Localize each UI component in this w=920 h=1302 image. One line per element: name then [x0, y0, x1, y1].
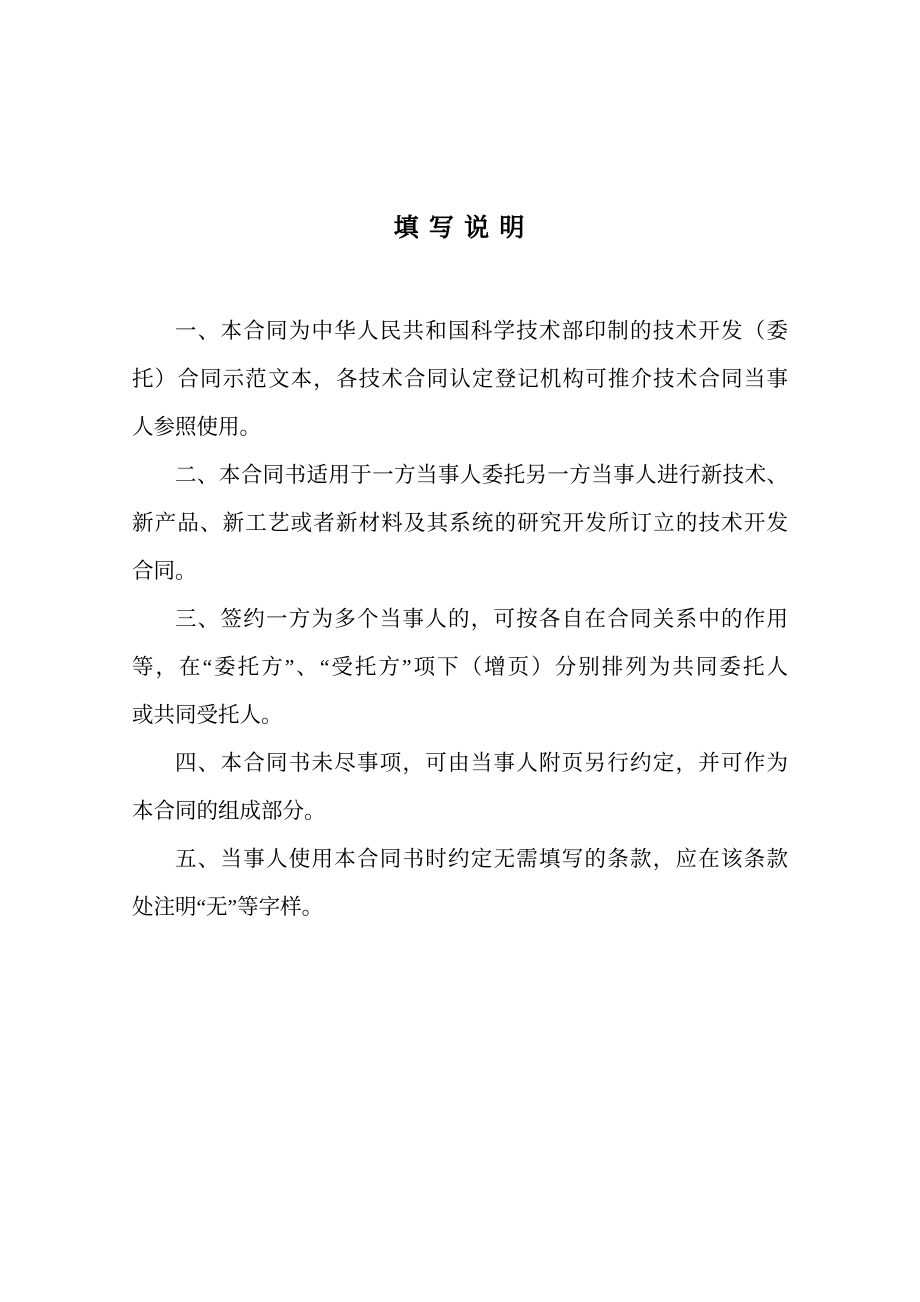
instruction-paragraph-2: [132, 451, 788, 595]
text-line: 等，在“委托方”、“受托方”项下（增页）分别排列为共同委托人: [132, 655, 788, 679]
instruction-paragraph-1: [132, 307, 788, 451]
text-line: 三、签约一方为多个当事人的，可按各自在合同关系中的作用: [175, 607, 788, 631]
text-line: 或共同受托人。: [132, 703, 283, 727]
text-line: 五、当事人使用本合同书时约定无需填写的条款，应在该条款: [175, 847, 788, 871]
text-line: 托）合同示范文本，各技术合同认定登记机构可推介技术合同当事: [132, 367, 788, 391]
instruction-paragraph-3: [132, 595, 788, 739]
text-line: 二、本合同书适用于一方当事人委托另一方当事人进行新技术、: [175, 463, 788, 487]
instruction-paragraph-4: [132, 739, 788, 835]
document-body: [132, 307, 788, 931]
text-line: 本合同的组成部分。: [132, 799, 326, 823]
instruction-paragraph-5: [132, 835, 788, 931]
text-line: 合同。: [132, 559, 197, 583]
text-line: 一、本合同为中华人民共和国科学技术部印制的技术开发（委: [175, 319, 788, 343]
text-line: 四、本合同书未尽事项，可由当事人附页另行约定，并可作为: [175, 751, 788, 775]
text-line: 处注明“无”等字样。: [132, 895, 324, 919]
text-line: 人参照使用。: [132, 415, 262, 439]
document-title: 填 写 说 明: [393, 215, 527, 242]
text-line: 新产品、新工艺或者新材料及其系统的研究开发所订立的技术开发: [132, 511, 788, 535]
